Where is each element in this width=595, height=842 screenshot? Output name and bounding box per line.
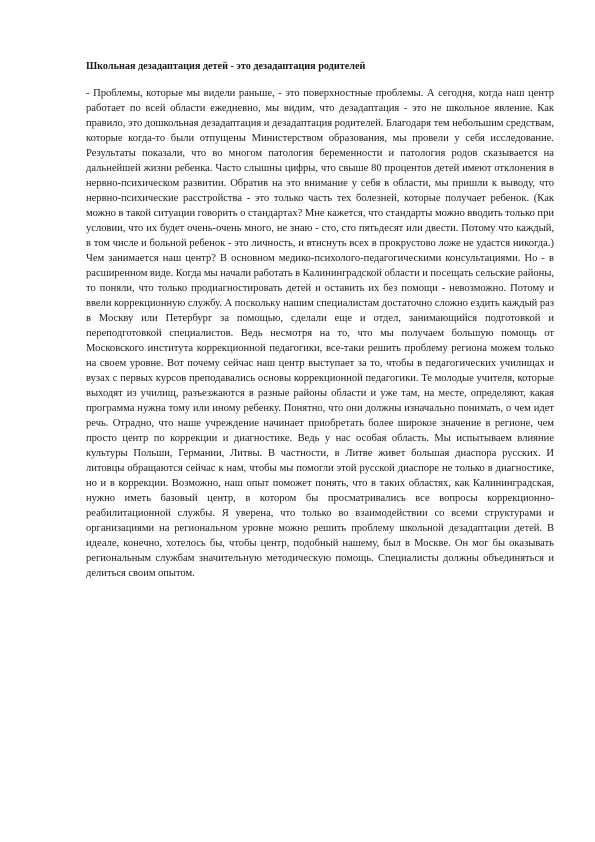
document-body-paragraph: - Проблемы, которые мы видели раньше, - это поверхностные проблемы. А сегодня, когда наш центр работает по всей области ежедневно, мы видим, что дезадаптация - это не школьное явление. Как правило, это дошкольная дезадаптация и дезадаптация родителей. Благодаря тем небольшим средствам, которые когда-то были отпущены Министерством образования, мы провели у себя исследование. Результаты показали, что во многом патология беременности и патология родов сказывается на дальнейшей жизни ребенка. Часто слышны цифры, что свыше 80 процентов детей имеют отклонения в нервно-психическом развитии. Обратив на это внимание у себя в области, мы пришли к выводу, что нервно-психические расстройства - это только часть тех болезней, которые получает ребенок. (Как можно в такой ситуации говорить о стандартах? Мне кажется, что стандарты можно вводить только при условии, что их будет очень-очень много, не знаю - сто, сто пятьдесят или двести. Потому что каждый, в том числе и больной ребенок - это личность, и втиснуть всех в прокрустово ложе не удастся никогда.) Чем занимается наш центр? В основном медико-психолого-педагогическими консультациями. Но - в расширенном виде. Когда мы начали работать в Калининградской области и посещать сельские районы, то поняли, что только продиагностировать детей и оставить их без помощи - невозможно. Потому и ввели коррекционную службу. А поскольку нашим специалистам достаточно сложно ездить каждый раз в Москву или Петербург за помощью, сделали еще и отдел, занимающийся подготовкой и переподготовкой специалистов. Ведь несмотря на то, что мы получаем большую помощь от Московского института коррекционной педагогики, все-таки решить проблему региона можем только на своем уровне. Вот почему сейчас наш центр выступает за то, чтобы в педагогических училищах и вузах с первых курсов преподавались основы коррекционной педагогики. Те молодые учителя, которые выходят из училищ, разъезжаются в разные районы области и уже там, на месте, определяют, какая программа нужна тому или иному ребенку. Понятно, что они должны изначально понимать, о чем идет речь. Отрадно, что наше учреждение начинает приобретать более широкое значение в регионе, чем просто центр по коррекции и диагностике. Ведь у нас особая область. Мы испытываем влияние культуры Польши, Германии, Литвы. В частности, в Литве живет большая диаспора русских. И литовцы обращаются сейчас к нам, чтобы мы помогли этой русской диаспоре не только в диагностике, но и в коррекции. Возможно, наш опыт поможет понять, что в таких областях, как Калининградская, нужно иметь базовый центр, в котором бы просматривались все вопросы коррекционно-реабилитационной службы. Я уверена, что только во взаимодействии со всеми структурами и организациями на региональном уровне можно решить проблему школьной дезадаптации детей. В идеале, конечно, хотелось бы, чтобы центр, подобный нашему, был в Москве. Он мог бы оказывать региональным службам значительную методическую помощь. Специалисты должны объединяться и делиться своим опытом. [86,88,554,579]
document-title: Школьная дезадаптация детей - это дезадаптация родителей [86,61,366,72]
